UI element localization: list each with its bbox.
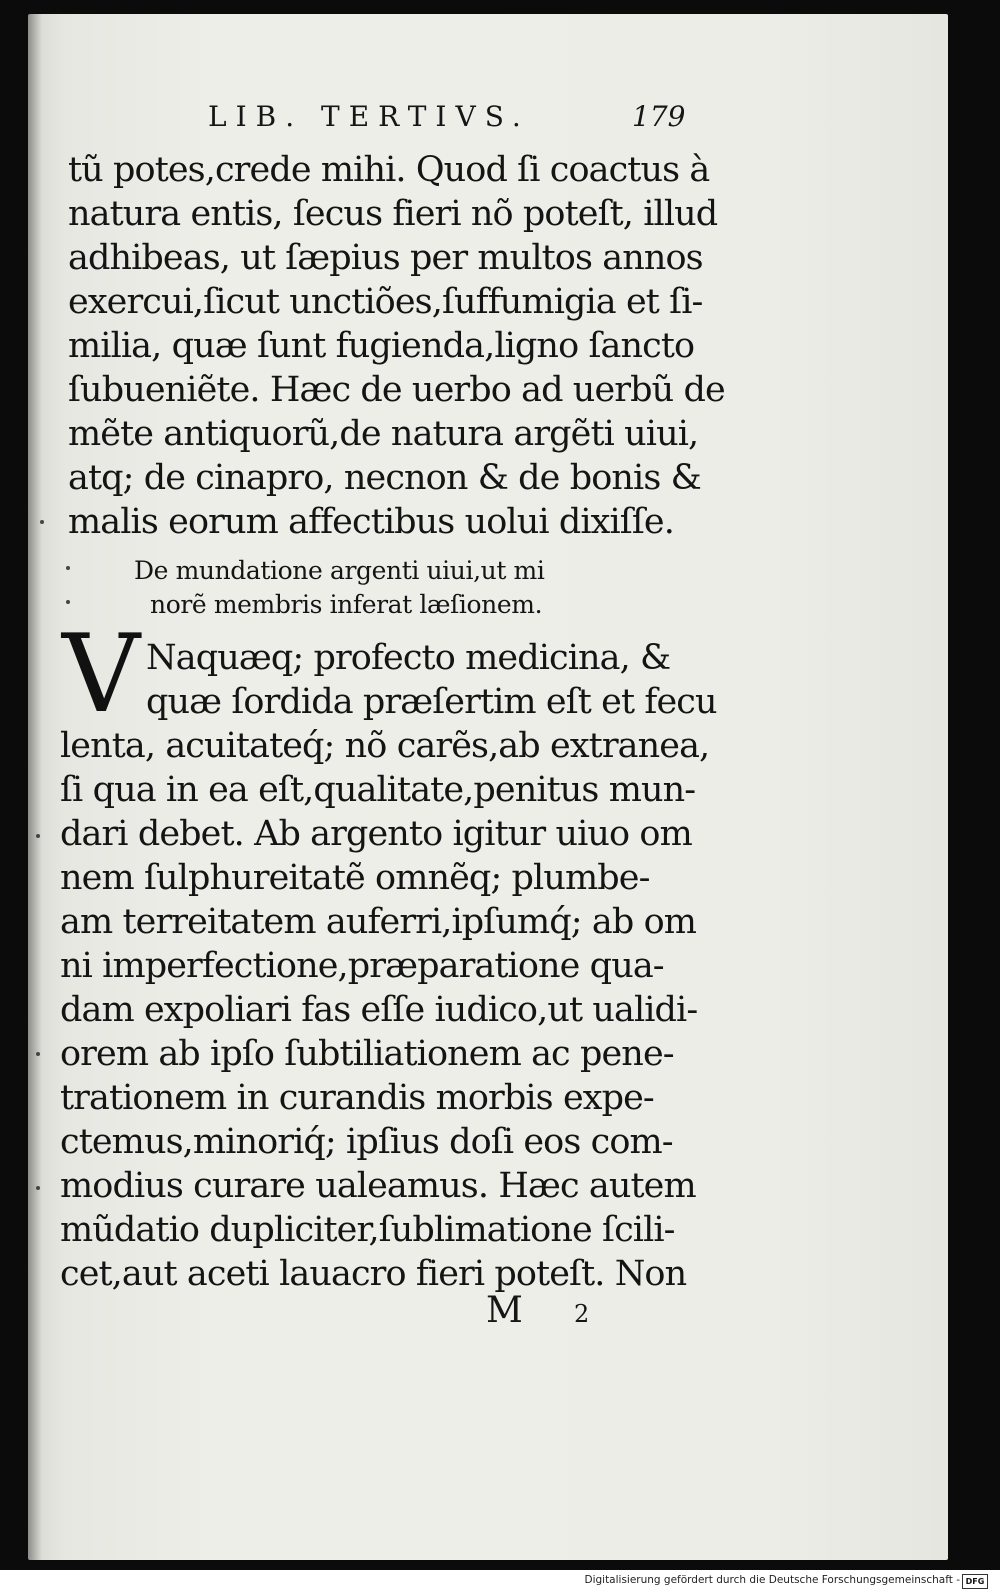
text-line: adhibeas, ut ſæpius per multos annos: [68, 238, 703, 278]
text-line: dari debet. Ab argento igitur uiuo om: [60, 814, 692, 854]
text-line: ni imperfectione,præparatione qua-: [60, 946, 664, 986]
text-line: trationem in curandis morbis expe-: [60, 1078, 654, 1118]
drop-cap-initial: V: [62, 612, 140, 737]
digitization-footer: [0, 1571, 1000, 1592]
text-line: milia, quæ ſunt fugienda,ligno ſancto: [68, 326, 695, 366]
section-heading-line: norẽ membris inferat læſionem.: [150, 590, 543, 619]
text-line: nem ſulphureitatẽ omnẽq; plumbe-: [60, 858, 650, 898]
running-head-title: LIB. TERTIVS.: [208, 100, 530, 133]
text-line: malis eorum affectibus uolui dixiſſe.: [68, 502, 674, 542]
footer-credit: Digitalisierung gefördert durch die Deutsche Forschungsgemeinschaft -: [584, 1574, 960, 1586]
text-line: atq; de cinapro, necnon & de bonis &: [68, 458, 701, 498]
text-line: ctemus,minoriq́; ipſius doſi eos com-: [60, 1122, 673, 1162]
text-line: ſubueniẽte. Hæc de uerbo ad uerbũ de: [68, 370, 725, 410]
margin-ink-mark: [36, 834, 40, 838]
text-line: cet,aut aceti lauacro fieri poteſt. Non: [60, 1254, 687, 1294]
text-line: orem ab ipſo ſubtiliationem ac pene-: [60, 1034, 674, 1074]
section-heading-line: De mundatione argenti uiui,ut mi: [134, 556, 545, 585]
margin-ink-mark: [36, 1052, 40, 1056]
text-line: am terreitatem auferri,ipſumq́; ab om: [60, 902, 697, 942]
text-line: lenta, acuitateq́; nõ carẽs,ab extranea,: [60, 726, 710, 766]
text-line: modius curare ualeamus. Hæc autem: [60, 1166, 696, 1206]
text-line: mũdatio dupliciter,ſublimatione ſcili-: [60, 1210, 675, 1250]
text-line: dam expoliari fas eſſe iudico,ut ualidi-: [60, 990, 698, 1030]
margin-ink-mark: [66, 600, 70, 604]
margin-ink-mark: [36, 1186, 40, 1190]
text-line: ſi qua in ea eſt,qualitate,penitus mun-: [60, 770, 696, 810]
page-number: 179: [632, 100, 686, 133]
text-line: mẽte antiquorũ,de natura argẽti uiui,: [68, 414, 699, 454]
signature-mark: M: [486, 1290, 523, 1331]
dfg-logo-icon: DFG: [962, 1574, 988, 1589]
signature-number: 2: [574, 1300, 590, 1328]
margin-ink-mark: [66, 566, 70, 570]
text-line: exercui,ſicut unctiões,ſuffumigia et ſi-: [68, 282, 703, 322]
text-line: natura entis, ſecus fieri nõ poteſt, illud: [68, 194, 718, 234]
margin-ink-mark: [40, 520, 44, 524]
text-line: tũ potes,crede mihi. Quod ſi coactus à: [68, 150, 710, 190]
text-line: quæ ſordida præſertim eſt et fecu: [146, 682, 717, 722]
text-line: Naquæq; profecto medicina, &: [146, 638, 671, 678]
